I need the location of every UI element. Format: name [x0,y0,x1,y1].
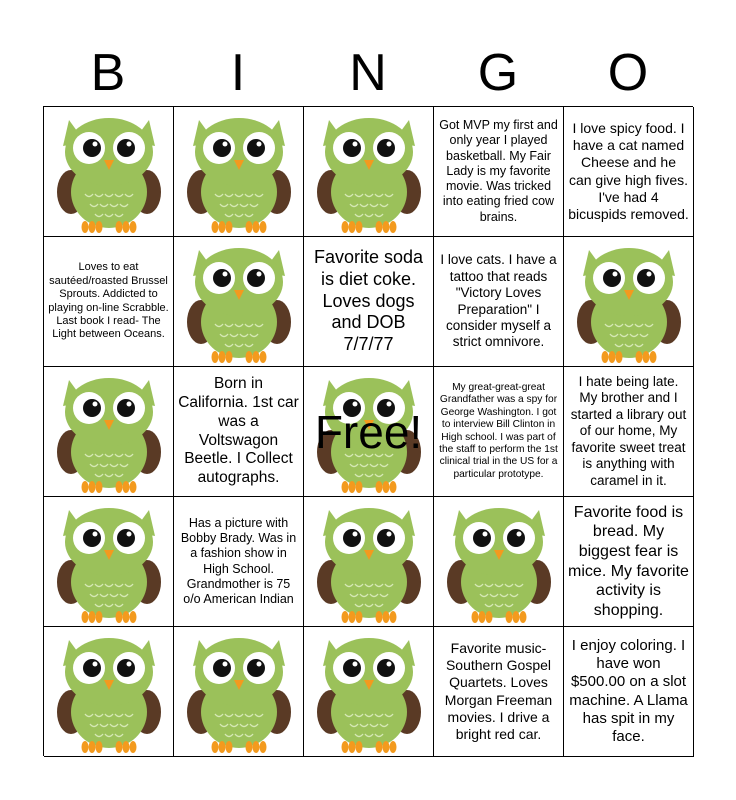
cell-text: Loves to eat sautéed/roasted Brussel Sprouts. Addicted to playing on-line Scrabble. Last book I read- The Light between Oceans. [48,261,169,341]
bingo-cell[interactable] [564,627,694,757]
owl-icon [57,370,161,494]
bingo-cell[interactable] [174,627,304,757]
bingo-cell[interactable] [434,627,564,757]
bingo-cell[interactable] [174,107,304,237]
bingo-cell[interactable] [174,497,304,627]
bingo-cell[interactable] [44,627,174,757]
owl-icon [577,240,681,364]
owl-icon [317,630,421,754]
owl-icon [187,630,291,754]
owl-icon [187,110,291,234]
cell-text: My great-great-great Grandfather was a spy for George Washington. I got to interview Bill Clinton in High school. I was part of the staff to perform the 1st clinical trial in the US for a particular prototype. [439,381,558,480]
bingo-cell[interactable] [434,107,564,237]
owl-icon [57,500,161,624]
cell-text: Favorite soda is diet coke. Loves dogs and DOB 7/7/77 [313,246,424,355]
bingo-cell[interactable] [174,367,304,497]
header-letter-o: O [607,44,649,102]
free-space-label: Free! [314,405,423,458]
bingo-cell[interactable] [174,237,304,367]
owl-icon [57,630,161,754]
owl-icon [317,110,421,234]
owl-icon [317,500,421,624]
bingo-cell[interactable] [564,497,694,627]
header-letter-b: B [90,44,126,102]
bingo-cell[interactable] [44,237,174,367]
bingo-cell[interactable] [304,237,434,367]
header-letter-g: G [477,44,519,102]
bingo-cell[interactable] [304,107,434,237]
bingo-cell[interactable] [304,627,434,757]
bingo-board [43,106,693,756]
header-letter-n: N [349,44,387,102]
bingo-cell[interactable] [564,107,694,237]
bingo-cell[interactable] [44,497,174,627]
free-space-cell[interactable] [304,367,434,497]
bingo-cell[interactable] [44,367,174,497]
bingo-cell[interactable] [564,367,694,497]
cell-text: I love cats. I have a tattoo that reads "Victory Loves Preparation" I consider myself a strict omnivore. [440,252,557,350]
cell-text: Born in California. 1st car was a Voltswagon Beetle. I Collect autographs. [178,374,299,487]
bingo-cell[interactable] [434,237,564,367]
bingo-cell[interactable] [44,107,174,237]
cell-text: I enjoy coloring. I have won $500.00 on a slot machine. A Llama has spit in my face. [569,636,688,746]
bingo-cell[interactable] [434,497,564,627]
cell-text: I hate being late. My brother and I started a library out of our home, My favorite sweet treat is anything with caramel in it. [570,373,687,488]
owl-icon [57,110,161,234]
bingo-cell[interactable] [434,367,564,497]
bingo-cell[interactable] [304,497,434,627]
cell-text: Favorite music- Southern Gospel Quartets. Loves Morgan Freeman movies. I drive a bright red car. [444,640,553,742]
cell-text: Favorite food is bread. My biggest fear is mice. My favorite activity is shopping. [568,503,689,619]
header-letter-i: I [230,44,246,102]
cell-text: Got MVP my first and only year I played basketball. My Fair Lady is my favorite movie. Was tricked into eating fried cow brains. [439,118,558,224]
owl-icon [447,500,551,624]
owl-icon [187,240,291,364]
cell-text: I love spicy food. I have a cat named Cheese and he can give high fives. I've had 4 bicuspids removed. [568,120,689,222]
bingo-header [43,40,693,106]
cell-text: Has a picture with Bobby Brady. Was in a fashion show in High School. Grandmother is 75 o/o American Indian [180,515,297,606]
bingo-cell[interactable] [564,237,694,367]
